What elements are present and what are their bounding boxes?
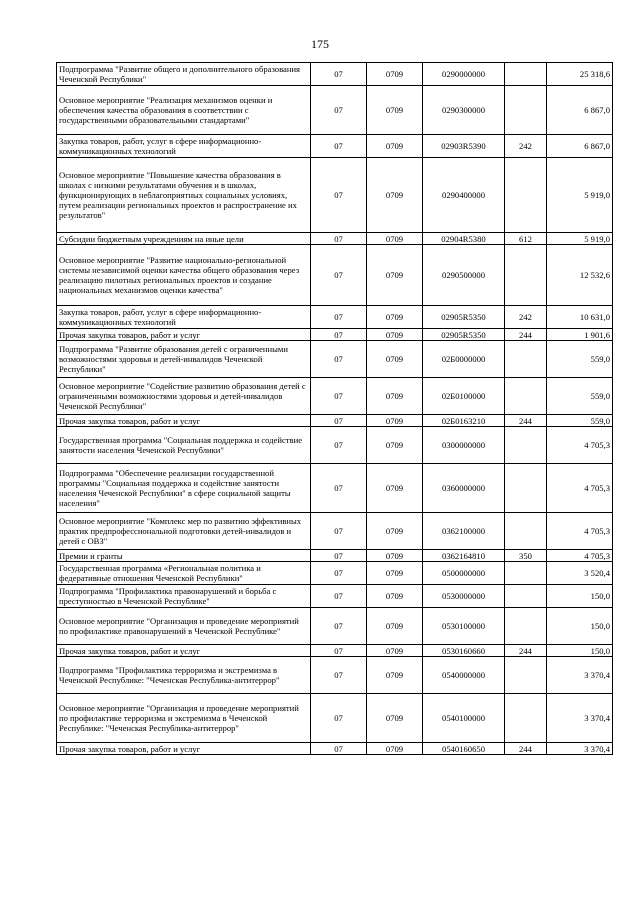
row-section-code: 07 bbox=[311, 86, 367, 135]
row-subsection-code: 0709 bbox=[367, 427, 423, 464]
row-subsection-code: 0709 bbox=[367, 562, 423, 585]
row-section-code: 07 bbox=[311, 63, 367, 86]
row-amount: 1 901,6 bbox=[547, 329, 613, 341]
row-section-code: 07 bbox=[311, 657, 367, 694]
row-amount: 6 867,0 bbox=[547, 135, 613, 158]
row-name: Основное мероприятие "Содействие развитию образования детей с ограниченными возможностями здоровья и детей-инвалидов Чеченской Республики" bbox=[57, 378, 311, 415]
table-row bbox=[57, 135, 613, 158]
row-amount: 4 705,3 bbox=[547, 464, 613, 513]
table-row bbox=[57, 694, 613, 743]
row-expense-type-code bbox=[505, 86, 547, 135]
row-amount: 150,0 bbox=[547, 585, 613, 608]
row-target-code: 0540000000 bbox=[423, 657, 505, 694]
table-row bbox=[57, 378, 613, 415]
row-amount: 5 919,0 bbox=[547, 158, 613, 233]
row-section-code: 07 bbox=[311, 585, 367, 608]
row-amount: 559,0 bbox=[547, 378, 613, 415]
row-section-code: 07 bbox=[311, 464, 367, 513]
row-amount: 4 705,3 bbox=[547, 427, 613, 464]
row-section-code: 07 bbox=[311, 415, 367, 427]
table-row bbox=[57, 657, 613, 694]
table-row bbox=[57, 562, 613, 585]
table-row bbox=[57, 63, 613, 86]
row-target-code: 02905R5350 bbox=[423, 329, 505, 341]
row-section-code: 07 bbox=[311, 158, 367, 233]
row-target-code: 0360000000 bbox=[423, 464, 505, 513]
row-section-code: 07 bbox=[311, 513, 367, 550]
row-subsection-code: 0709 bbox=[367, 341, 423, 378]
row-amount: 4 705,3 bbox=[547, 550, 613, 562]
row-expense-type-code bbox=[505, 378, 547, 415]
row-amount: 150,0 bbox=[547, 608, 613, 645]
row-name: Подпрограмма "Профилактика терроризма и экстремизма в Чеченской Республике: "Чеченская Республика-антитеррор" bbox=[57, 657, 311, 694]
table-row bbox=[57, 158, 613, 233]
row-target-code: 02Б0000000 bbox=[423, 341, 505, 378]
row-subsection-code: 0709 bbox=[367, 158, 423, 233]
table-row bbox=[57, 608, 613, 645]
row-name: Основное мероприятие "Реализация механизмов оценки и обеспечения качества образования в соответствии с государственными образовательными стандартами" bbox=[57, 86, 311, 135]
budget-table-body bbox=[57, 63, 613, 755]
row-expense-type-code: 350 bbox=[505, 550, 547, 562]
row-target-code: 02Б0163210 bbox=[423, 415, 505, 427]
table-row bbox=[57, 341, 613, 378]
row-section-code: 07 bbox=[311, 562, 367, 585]
row-expense-type-code bbox=[505, 694, 547, 743]
table-row bbox=[57, 550, 613, 562]
row-subsection-code: 0709 bbox=[367, 135, 423, 158]
page-number: 175 bbox=[311, 37, 329, 51]
row-amount: 559,0 bbox=[547, 415, 613, 427]
row-section-code: 07 bbox=[311, 341, 367, 378]
row-expense-type-code: 244 bbox=[505, 329, 547, 341]
row-section-code: 07 bbox=[311, 645, 367, 657]
row-name: Подпрограмма "Развитие образования детей с ограниченными возможностями здоровья и детей-инвалидов Чеченской Республики" bbox=[57, 341, 311, 378]
row-subsection-code: 0709 bbox=[367, 233, 423, 245]
row-amount: 559,0 bbox=[547, 341, 613, 378]
table-row bbox=[57, 645, 613, 657]
row-subsection-code: 0709 bbox=[367, 694, 423, 743]
row-subsection-code: 0709 bbox=[367, 608, 423, 645]
row-name: Подпрограмма "Обеспечение реализации государственной программы "Социальная поддержка и содействие занятости населения Чеченской Республики" в сфере социальной защиты населения" bbox=[57, 464, 311, 513]
row-expense-type-code bbox=[505, 63, 547, 86]
table-row bbox=[57, 585, 613, 608]
table-row bbox=[57, 86, 613, 135]
row-name: Государственная программа "Социальная поддержка и содействие занятости населения Чеченской Республики" bbox=[57, 427, 311, 464]
row-expense-type-code: 244 bbox=[505, 645, 547, 657]
row-subsection-code: 0709 bbox=[367, 86, 423, 135]
row-subsection-code: 0709 bbox=[367, 245, 423, 306]
row-target-code: 0290500000 bbox=[423, 245, 505, 306]
row-section-code: 07 bbox=[311, 329, 367, 341]
row-amount: 150,0 bbox=[547, 645, 613, 657]
budget-table bbox=[56, 62, 613, 755]
table-row bbox=[57, 427, 613, 464]
row-section-code: 07 bbox=[311, 427, 367, 464]
row-name: Прочая закупка товаров, работ и услуг bbox=[57, 743, 311, 755]
row-target-code: 0290000000 bbox=[423, 63, 505, 86]
row-expense-type-code bbox=[505, 585, 547, 608]
row-section-code: 07 bbox=[311, 743, 367, 755]
table-row bbox=[57, 245, 613, 306]
row-name: Подпрограмма "Развитие общего и дополнительного образования Чеченской Республики" bbox=[57, 63, 311, 86]
table-row bbox=[57, 513, 613, 550]
row-name: Закупка товаров, работ, услуг в сфере информационно-коммуникационных технологий bbox=[57, 306, 311, 329]
row-section-code: 07 bbox=[311, 233, 367, 245]
row-subsection-code: 0709 bbox=[367, 657, 423, 694]
row-name: Государственная программа «Региональная политика и федеративные отношения Чеченской Республики" bbox=[57, 562, 311, 585]
row-section-code: 07 bbox=[311, 245, 367, 306]
row-name: Основное мероприятие "Организация и проведение мероприятий по профилактике терроризма и экстремизма в Чеченской Республике: "Чеченская Республика-антитеррор" bbox=[57, 694, 311, 743]
row-subsection-code: 0709 bbox=[367, 585, 423, 608]
row-target-code: 0530000000 bbox=[423, 585, 505, 608]
row-target-code: 0530160660 bbox=[423, 645, 505, 657]
row-subsection-code: 0709 bbox=[367, 378, 423, 415]
row-target-code: 0530100000 bbox=[423, 608, 505, 645]
row-expense-type-code bbox=[505, 513, 547, 550]
row-subsection-code: 0709 bbox=[367, 743, 423, 755]
row-target-code: 0540160650 bbox=[423, 743, 505, 755]
row-target-code: 02904R5380 bbox=[423, 233, 505, 245]
row-name: Премии и гранты bbox=[57, 550, 311, 562]
row-expense-type-code bbox=[505, 657, 547, 694]
row-target-code: 0362164810 bbox=[423, 550, 505, 562]
row-subsection-code: 0709 bbox=[367, 464, 423, 513]
table-row bbox=[57, 233, 613, 245]
row-subsection-code: 0709 bbox=[367, 415, 423, 427]
row-amount: 6 867,0 bbox=[547, 86, 613, 135]
row-name: Прочая закупка товаров, работ и услуг bbox=[57, 329, 311, 341]
row-expense-type-code: 244 bbox=[505, 415, 547, 427]
row-subsection-code: 0709 bbox=[367, 306, 423, 329]
row-name: Основное мероприятие "Развитие национально-региональной системы независимой оценки качества общего образования через реализацию пилотных региональных проектов и создание национальных механизмов оценки качества" bbox=[57, 245, 311, 306]
table-row bbox=[57, 329, 613, 341]
row-amount: 3 520,4 bbox=[547, 562, 613, 585]
row-amount: 4 705,3 bbox=[547, 513, 613, 550]
row-expense-type-code: 242 bbox=[505, 306, 547, 329]
row-amount: 25 318,6 bbox=[547, 63, 613, 86]
row-name: Основное мероприятие "Повышение качества образования в школах с низкими результатами обучения и в школах, функционирующих в неблагоприятных социальных условиях, путем реализации региональных проектов и распространение их результатов" bbox=[57, 158, 311, 233]
row-expense-type-code: 244 bbox=[505, 743, 547, 755]
row-section-code: 07 bbox=[311, 608, 367, 645]
row-amount: 3 370,4 bbox=[547, 694, 613, 743]
row-target-code: 02903R5390 bbox=[423, 135, 505, 158]
row-expense-type-code bbox=[505, 341, 547, 378]
row-expense-type-code bbox=[505, 562, 547, 585]
row-section-code: 07 bbox=[311, 135, 367, 158]
row-target-code: 0500000000 bbox=[423, 562, 505, 585]
row-amount: 5 919,0 bbox=[547, 233, 613, 245]
row-amount: 3 370,4 bbox=[547, 657, 613, 694]
row-subsection-code: 0709 bbox=[367, 329, 423, 341]
row-expense-type-code: 612 bbox=[505, 233, 547, 245]
row-target-code: 0290400000 bbox=[423, 158, 505, 233]
row-subsection-code: 0709 bbox=[367, 550, 423, 562]
row-expense-type-code bbox=[505, 464, 547, 513]
row-expense-type-code bbox=[505, 427, 547, 464]
row-target-code: 0300000000 bbox=[423, 427, 505, 464]
row-name: Прочая закупка товаров, работ и услуг bbox=[57, 645, 311, 657]
row-expense-type-code bbox=[505, 245, 547, 306]
row-amount: 3 370,4 bbox=[547, 743, 613, 755]
row-expense-type-code bbox=[505, 158, 547, 233]
row-subsection-code: 0709 bbox=[367, 513, 423, 550]
row-amount: 10 631,0 bbox=[547, 306, 613, 329]
row-section-code: 07 bbox=[311, 306, 367, 329]
row-name: Субсидии бюджетным учреждениям на иные цели bbox=[57, 233, 311, 245]
row-target-code: 02Б0100000 bbox=[423, 378, 505, 415]
row-target-code: 0290300000 bbox=[423, 86, 505, 135]
row-name: Закупка товаров, работ, услуг в сфере информационно-коммуникационных технологий bbox=[57, 135, 311, 158]
row-name: Подпрограмма "Профилактика правонарушений и борьба с преступностью в Чеченской Республике" bbox=[57, 585, 311, 608]
table-row bbox=[57, 743, 613, 755]
row-name: Основное мероприятие "Комплекс мер по развитию эффективных практик предпрофессиональной подготовки детей-инвалидов и детей с ОВЗ" bbox=[57, 513, 311, 550]
row-amount: 12 532,6 bbox=[547, 245, 613, 306]
table-row bbox=[57, 306, 613, 329]
row-section-code: 07 bbox=[311, 378, 367, 415]
row-name: Основное мероприятие "Организация и проведение мероприятий по профилактике правонарушений в Чеченской Республике" bbox=[57, 608, 311, 645]
row-section-code: 07 bbox=[311, 694, 367, 743]
row-subsection-code: 0709 bbox=[367, 645, 423, 657]
row-expense-type-code: 242 bbox=[505, 135, 547, 158]
table-row bbox=[57, 415, 613, 427]
row-subsection-code: 0709 bbox=[367, 63, 423, 86]
row-section-code: 07 bbox=[311, 550, 367, 562]
row-target-code: 02905R5350 bbox=[423, 306, 505, 329]
table-row bbox=[57, 464, 613, 513]
row-target-code: 0540100000 bbox=[423, 694, 505, 743]
row-expense-type-code bbox=[505, 608, 547, 645]
row-name: Прочая закупка товаров, работ и услуг bbox=[57, 415, 311, 427]
row-target-code: 0362100000 bbox=[423, 513, 505, 550]
